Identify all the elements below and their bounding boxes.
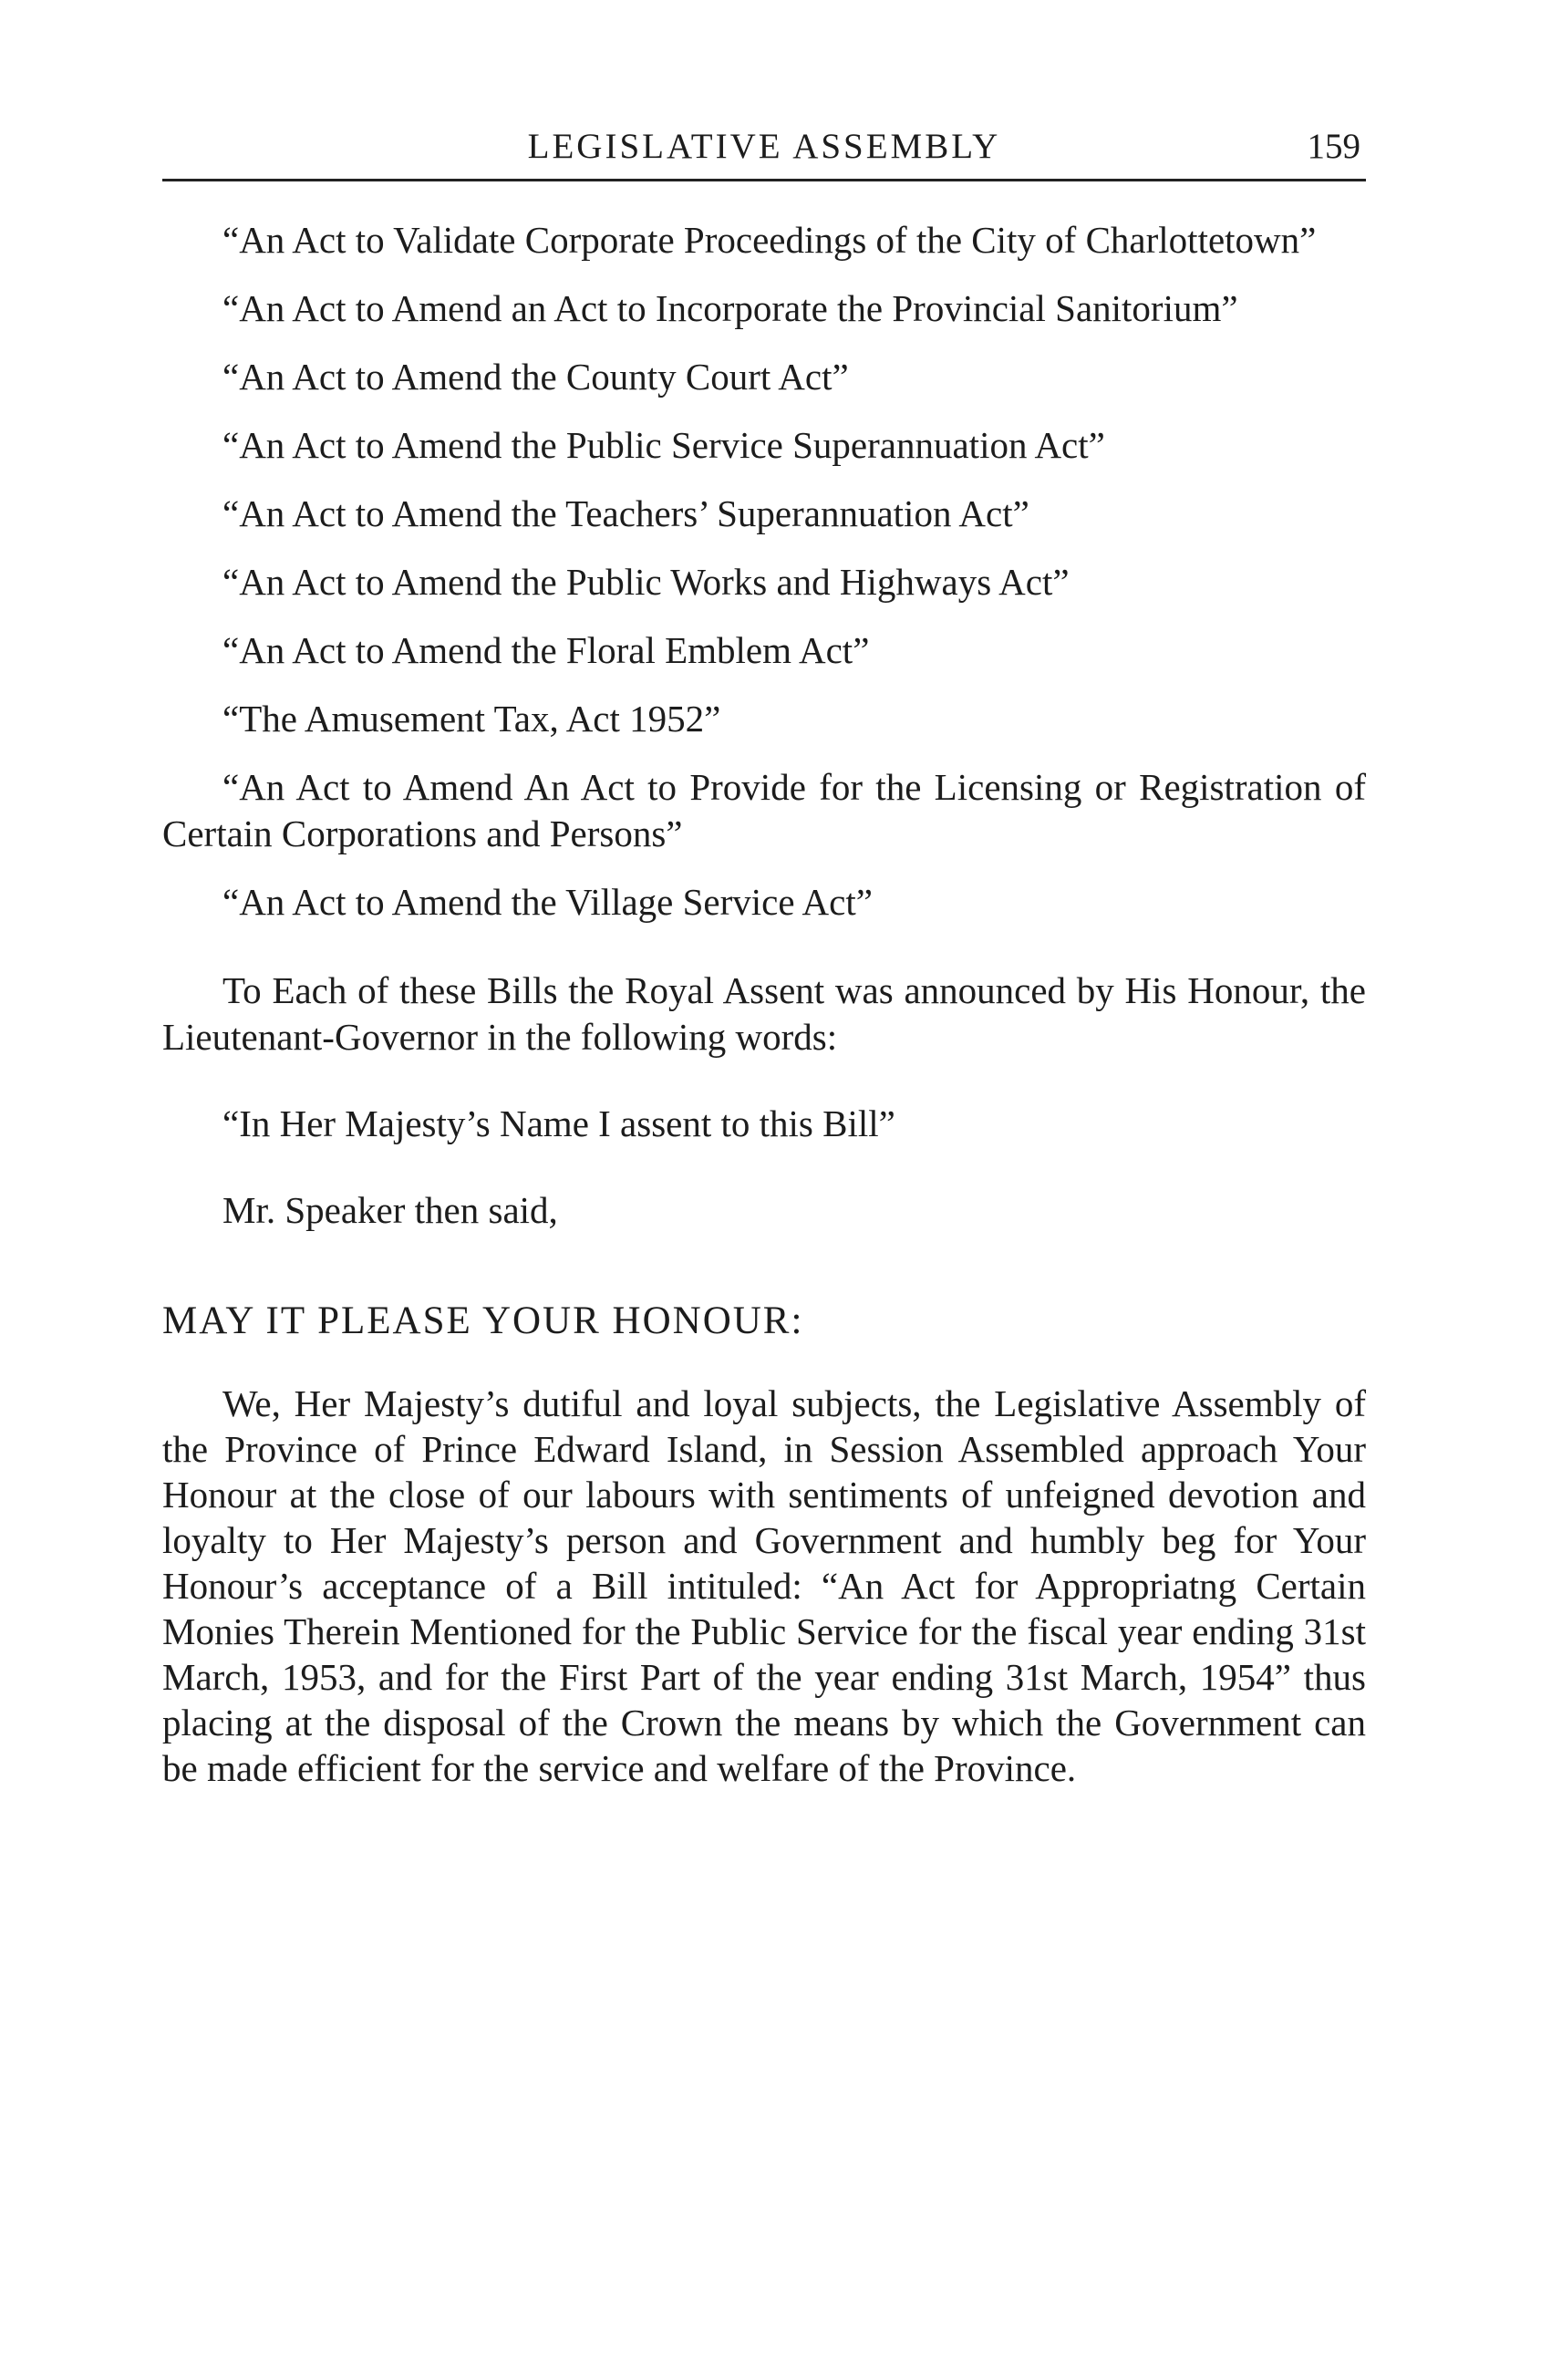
- bill-title: “An Act to Amend the Village Service Act”: [222, 881, 873, 923]
- section-heading: MAY IT PLEASE YOUR HONOUR:: [162, 1299, 804, 1342]
- bill-title: “An Act to Amend the County Court Act”: [222, 356, 849, 398]
- bill-title: “An Act to Amend the Floral Emblem Act”: [222, 629, 870, 671]
- header-rule: [162, 179, 1366, 181]
- bill-title: “An Act to Amend the Public Service Superannuation Act”: [222, 424, 1105, 466]
- bill-title: “An Act to Validate Corporate Proceedings of the City of Charlottetown”: [222, 219, 1317, 261]
- page-header: [162, 117, 1366, 181]
- bill-title: “An Act to Amend an Act to Incorporate the Provincial Sanitorium”: [222, 287, 1238, 329]
- address-paragraph: We, Her Majesty’s dutiful and loyal subjects, the Legislative Assembly of the Province of Prince Edward Island, in Session Assembled approach Your Honour at the close of our labours with sentiments of unfeigned devotion and loyalty to Her Majesty’s person and Government and humbly beg for Your Honour’s acceptance of a Bill intituled: “An Act for Appropriatng Certain Monies Therein Mentioned for the Public Service for the fiscal year ending 31st March, 1953, and for the First Part of the year ending 31st March, 1954” thus placing at the disposal of the Crown the means by which the Government can be made efficient for the service and welfare of the Province.: [162, 1382, 1366, 1789]
- assent-quote: “In Her Majesty’s Name I assent to this Bill”: [222, 1102, 895, 1144]
- bill-title: “An Act to Amend the Public Works and Highways Act”: [222, 561, 1070, 603]
- bill-title: “An Act to Amend the Teachers’ Superannuation Act”: [222, 492, 1029, 534]
- bill-title: “The Amusement Tax, Act 1952”: [222, 698, 721, 740]
- bill-list: [162, 217, 1366, 926]
- page-number: 159: [1307, 127, 1360, 166]
- page-body: [162, 217, 1366, 1791]
- bill-title: “An Act to Amend An Act to Provide for the Licensing or Registration of Certain Corporations and Persons”: [162, 766, 1366, 854]
- speaker-line: Mr. Speaker then said,: [222, 1189, 558, 1231]
- assent-paragraph: To Each of these Bills the Royal Assent was announced by His Honour, the Lieutenant-Governor in the following words:: [162, 969, 1366, 1058]
- running-title: LEGISLATIVE ASSEMBLY: [527, 127, 1001, 166]
